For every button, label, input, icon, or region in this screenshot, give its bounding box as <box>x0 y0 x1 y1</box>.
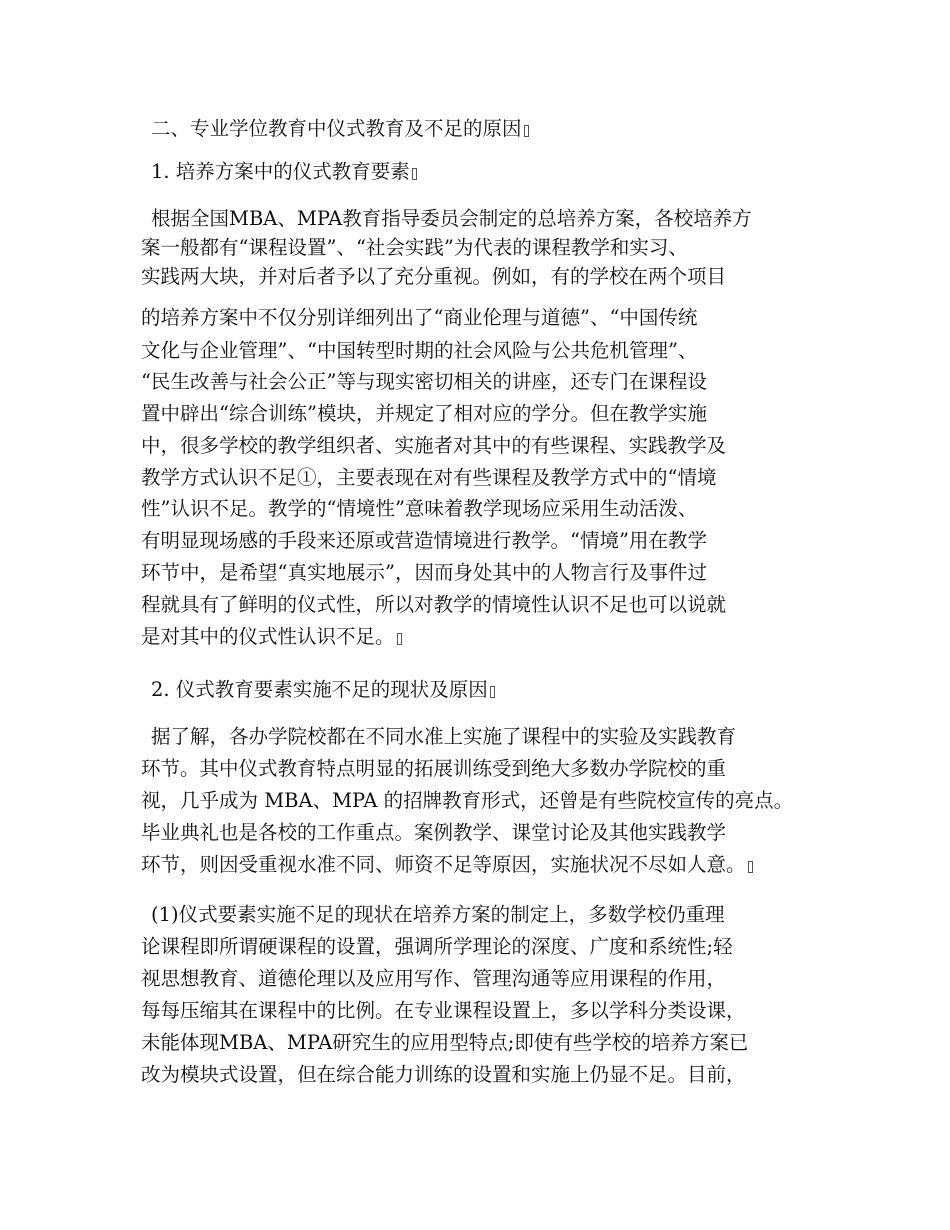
paragraph-line: 视思想教育、道德伦理以及应用写作、管理沟通等应用课程的作用， <box>141 967 727 990</box>
paragraph-line-last <box>141 624 402 650</box>
paragraph-line: 案一般都有“课程设置”、“社会实践”为代表的课程教学和实习、 <box>141 236 688 259</box>
paragraph-line-last <box>141 852 753 878</box>
paragraph-line: 有明显现场感的手段来还原或营造情境进行教学。“情境”用在教学 <box>141 529 707 552</box>
paragraph-line: 每每压缩其在课程中的比例。在专业课程设置上，多以学科分类设课， <box>141 999 746 1022</box>
paragraph-line-text: 是对其中的仪式性认识不足。 <box>141 625 395 648</box>
paragraph-line: 程就具有了鲜明的仪式性，所以对教学的情境性认识不足也可以说就 <box>141 593 727 616</box>
paragraph-mark-icon <box>524 125 529 137</box>
paragraph-line: 实践两大块，并对后者予以了充分重视。例如，有的学校在两个项目 <box>141 265 727 288</box>
paragraph-mark-icon <box>490 686 495 698</box>
paragraph-mark-icon <box>412 168 417 180</box>
paragraph-line: (1)仪式要素实施不足的现状在培养方案的制定上，多数学校仍重理 <box>151 903 725 926</box>
paragraph-mark-icon <box>748 861 753 873</box>
paragraph-line: 教学方式认识不足①，主要表现在对有些课程及教学方式中的“情境 <box>141 466 717 489</box>
section-heading <box>151 116 529 142</box>
paragraph-mark-icon <box>397 633 402 645</box>
paragraph-line: 环节。其中仪式教育特点明显的拓展训练受到绝大多数办学院校的重 <box>141 757 727 780</box>
paragraph-line: 性”认识不足。教学的“情境性”意味着教学现场应采用生动活泼、 <box>141 497 698 520</box>
paragraph-line: “民生改善与社会公正”等与现实密切相关的讲座，还专门在课程设 <box>141 370 707 393</box>
subsection-title-1-text: 1. 培养方案中的仪式教育要素 <box>151 160 410 183</box>
subsection-title-2-text: 2. 仪式教育要素实施不足的现状及原因 <box>151 678 488 701</box>
section-heading-text: 二、专业学位教育中仪式教育及不足的原因 <box>151 117 522 140</box>
paragraph-line: 毕业典礼也是各校的工作重点。案例教学、课堂讨论及其他实践教学 <box>141 821 727 844</box>
paragraph-line: 中，很多学校的教学组织者、实施者对其中的有些课程、实践教学及 <box>141 434 727 457</box>
paragraph-line: 根据全国MBA、MPA教育指导委员会制定的总培养方案，各校培养方 <box>151 207 752 230</box>
paragraph-line: 未能体现MBA、MPA研究生的应用型特点;即使有些学校的培养方案已 <box>141 1031 749 1054</box>
paragraph-line: 改为模块式设置，但在综合能力训练的设置和实施上仍显不足。目前， <box>141 1063 746 1086</box>
paragraph-line: 环节中，是希望“真实地展示”，因而身处其中的人物言行及事件过 <box>141 561 707 584</box>
paragraph-line: 视，几乎成为 MBA、MPA 的招牌教育形式，还曾是有些院校宣传的亮点。 <box>141 789 794 812</box>
paragraph-line: 的培养方案中不仅分别详细列出了“商业伦理与道德”、“中国传统 <box>141 306 698 329</box>
subsection-title-1 <box>151 159 417 185</box>
paragraph-line-text: 环节，则因受重视水准不同、师资不足等原因，实施状况不尽如人意。 <box>141 853 746 876</box>
paragraph-line: 论课程即所谓硬课程的设置，强调所学理论的深度、广度和系统性;轻 <box>141 935 733 958</box>
paragraph-line: 置中辟出“综合训练”模块，并规定了相对应的学分。但在教学实施 <box>141 402 707 425</box>
paragraph-line: 据了解，各办学院校都在不同水准上实施了课程中的实验及实践教育 <box>151 725 737 748</box>
subsection-title-2 <box>151 677 495 703</box>
paragraph-line: 文化与企业管理”、“中国转型时期的社会风险与公共危机管理”、 <box>141 339 698 362</box>
